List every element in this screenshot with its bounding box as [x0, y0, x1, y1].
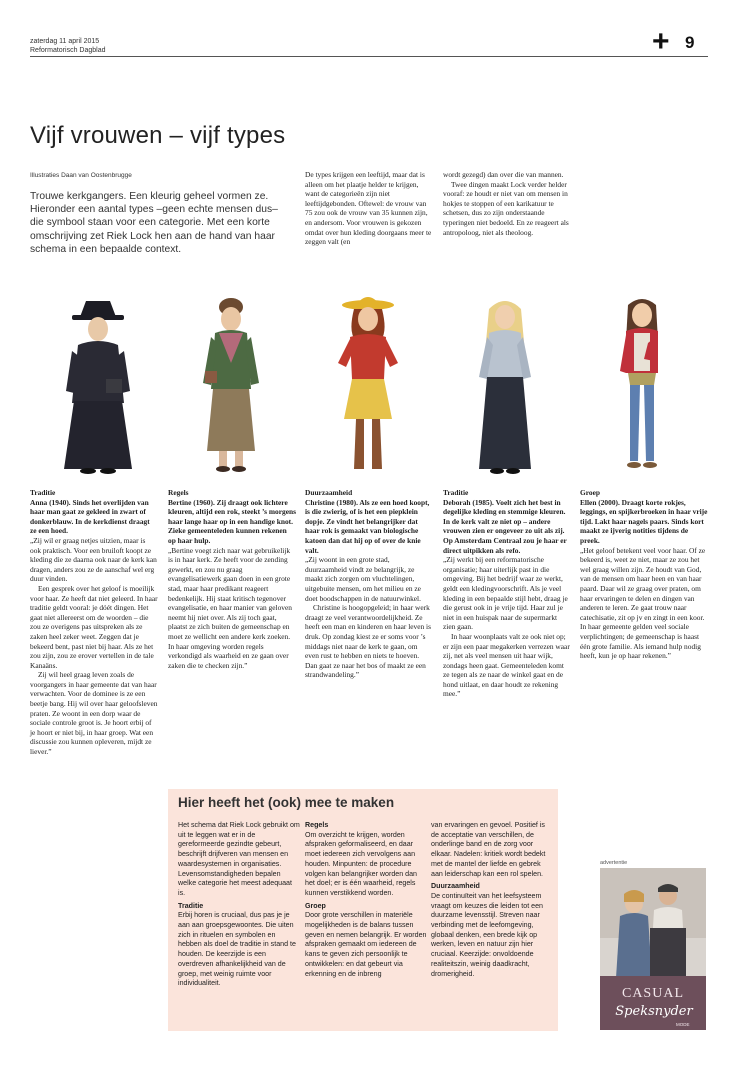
- advert-label: advertentie: [600, 860, 628, 866]
- illustration-deborah: [455, 293, 555, 483]
- advert-brand-sub: MODE: [676, 1022, 690, 1027]
- profile-column: [30, 488, 158, 757]
- profile-paragraph: Een gesprek over het geloof is moeilijk voor haar. Ze heeft dat niet geleerd. In haar traditie geldt vooral: je dóét dingen. Het gaat niet allereerst om de woorden – die zou ze overigens pas uitspreken als ze zaken heel zeker weet. Zeggen dat je bekeerd bent, past niet bij haar. Als ze het zou zijn, zou ze erover vertellen in de tale Kanaäns.: [30, 583, 158, 670]
- advert-headline: CASUAL: [621, 986, 684, 1001]
- sidebar-title: Hier heeft het (ook) mee te maken: [178, 795, 395, 810]
- advertisement[interactable]: [600, 868, 706, 1030]
- profile-category: Traditie: [443, 488, 469, 497]
- sidebar-column: [305, 821, 427, 979]
- illustration-credit: Illustraties Daan van Oostenbrugge: [30, 172, 132, 179]
- article-intro: Trouwe kerkgangers. Een kleurig geheel vormen ze. Hieronder een aantal types –geen echte mensen dus– die symbool staan voor een categorie. Met een korte omschrijving zet Riek Lock hen aan de hand van haar schema in een bepaalde context.: [30, 191, 278, 255]
- profile-paragraph: Zij wil heel graag leven zoals de voorgangers in haar gemeente dat van haar verwachten. Voor de dominee is ze een beetje bang. Hij wil over haar geloofsleven praten. Ze woont in een dorp waar de sociale controle groot is. Je hoort erbij of je hoort er niet bij, in haar groep. Wat een discussie zou kunnen opleveren, mijdt ze liever.”: [30, 670, 158, 757]
- sidebar-heading: Duurzaamheid: [431, 882, 480, 891]
- header-date-block: [30, 37, 105, 55]
- profile-category: Regels: [168, 488, 189, 497]
- profile-paragraph: Christine is hoogopgeleid; in haar werk draagt ze veel verantwoordelijkheid. Ze heeft een man en kinderen en haar leven is druk. Op zondag kiest ze er soms voor ’s middags niet naar de kerk te gaan, om even rust te hebben en niets te hoeven. Dan gaat ze naar het bos of maakt ze een strandwandeling.”: [305, 603, 431, 680]
- page-number: 9: [685, 33, 695, 52]
- sidebar-box: [168, 789, 558, 1031]
- profile-paragraph: „Zij werkt bij een reformatorische organisatie; haar uiterlijk past in die omgeving. Bij het bedrijf waar ze werkt, geldt een kledingvoorschrift. Als je veel kleding in een bepaalde stijl hebt, draag je die gerust ook in je vrije tijd. Haar zul je niet in een huispak naar de supermarkt zien gaan.: [443, 555, 568, 632]
- issue-date: zaterdag 11 april 2015: [30, 38, 100, 45]
- profile-paragraph: In haar woonplaats valt ze ook niet op; er zijn een paar megakerken verrezen waar zij, net als veel mensen uit haar wijk, zondags heen gaat. Gemeenteleden komt ze tegen als ze naar de winkel gaat en de hond uitlaat, en daar houdt ze rekening mee.”: [443, 631, 570, 699]
- article-column-right-p1: wordt gezegd) dan over die van mannen.: [443, 170, 564, 179]
- article-column-right: [443, 170, 571, 237]
- sidebar-paragraph: Het schema dat Riek Lock gebruikt om uit te leggen wat er in de gereformeerde gezindte gebeurt, beschrijft drijfveren van mensen en waardesystemen in organisaties. Levensomstandigheden bepalen welke categorie het meest adequaat is.: [178, 821, 300, 897]
- profile-paragraph: „Zij wil er graag netjes uitzien, maar is ook praktisch. Voor een bruiloft koopt ze kleding die ze daarna ook naar de kerk kan dragen, anders zou ze de aanschaf wel erg duur vinden.: [30, 535, 157, 584]
- illustration-bertine: [181, 293, 281, 483]
- sidebar-paragraph: Door grote verschillen in materiële mogelijkheden is de balans tussen geven en nemen belangrijk. Er worden afspraken gemaakt om iedereen de kans te geven zich persoonlijk te ontwikkelen: en dat gebeurt via erkenning en de inbreng: [305, 911, 427, 978]
- profile-column: [443, 488, 571, 699]
- illustration-anna: [48, 293, 148, 483]
- sidebar-heading: Groep: [305, 901, 326, 910]
- sidebar-paragraph: Om overzicht te krijgen, worden afspraken geformaliseerd, en daar moet iedereen zich vervolgens aan houden. Minpunten: de procedure volgen kan belangrijker worden dan het doel; er is één waarheid, regels kunnen verstikkend worden.: [305, 830, 417, 897]
- article-title: Vijf vrouwen – vijf types: [30, 122, 286, 149]
- sidebar-paragraph: Erbij horen is cruciaal, dus pas je je aan aan groepsgewoontes. Die uiten zich in rituelen en symbolen en hebben als doel de traditie in stand te houden. De keerzijde is een overdreven afhankelijkheid van de groep, met weinig ruimte voor individualiteit.: [178, 911, 296, 988]
- profile-paragraph: „Zij woont in een grote stad, duurzaamheid vindt ze belangrijk, ze maakt zich zorgen om vluchtelingen, uitgebuite mensen, om het milieu en ze doet boodschappen in de natuurwinkel.: [305, 555, 421, 603]
- profile-column: [168, 488, 296, 670]
- plus-section-icon: +: [652, 25, 670, 58]
- illustration-christine: [318, 293, 418, 483]
- profile-lead: Bertine (1960). Zij draagt ook lichtere kleuren, altijd een rok, steekt ’s morgens haar lange haar op in een handige knot. Zieke gemeenteleden kunnen rekenen op haar hulp.: [168, 497, 296, 545]
- profile-category: Duurzaamheid: [305, 488, 353, 497]
- profile-paragraph: „Het geloof betekent veel voor haar. Of ze bekeerd is, weet ze niet, maar ze zou het wel graag willen zijn. Ze houdt van God, van de mensen om haar heen en van haar paard. Daar wil ze graag over praten, om haar ervaringen te delen en dingen van anderen te leren. Ze gaat trouw naar catechisatie, zit op jv en zingt in een koor. In haar gemeente gelden veel sociale verplichtingen; de gemeenschap is haast één grote familie. Als iemand hulp nodig heeft, kun je op haar rekenen.”: [580, 545, 706, 661]
- profile-paragraph: „Bertine voegt zich naar wat gebruikelijk is in haar kerk. Ze heeft voor de zending gewerkt, en zou nu graag evangelisatiewerk gaan doen in een grote stad, maar haar predikant reageert bedenkelijk. Hij staat kritisch tegenover evangelisatie, en haar manier van geloven neemt hij niet over. Als zij toch gaat, plaatst ze zich buiten de gemeenschap en moet ze wellicht een andere kerk zoeken. In haar omgeving worden regels verkondigd als waarheid en ze gaan over zaken die te checken zijn.”: [168, 545, 292, 670]
- sidebar-paragraph: De continuïteit van het leefsysteem vraagt om keuzes die leiden tot een duurzame levensstijl. Streven naar verbinding met de leefomgeving, globaal denken, een brede kijk op werken, leven en natuur zijn hier cruciaal. Keerzijde: onvoldoende realiteitszin, weinig daadkracht, dromerigheid.: [431, 891, 543, 978]
- article-column-middle: De types krijgen een leeftijd, maar dat is alleen om het plaatje helder te krijgen, want de categorieën zijn niet leeftijdgebonden. Oftewel: de vrouw van 75 zou ook de vrouw van 35 kunnen zijn, en andersom. Voor vrouwen is gekozen omdat over hun kleding doorgaans meer te zeggen valt (en: [305, 170, 432, 247]
- profile-lead: Ellen (2000). Draagt korte rokjes, leggings, en spijkerbroeken in haar vrije tijd. Lakt haar nagels paars. Sinds kort maakt ze ijverig notities tijdens de preek.: [580, 497, 708, 545]
- profile-category: Groep: [580, 488, 600, 497]
- sidebar-heading: Traditie: [178, 901, 204, 910]
- article-column-right-p2: Twee dingen maakt Lock verder helder vooraf: ze houdt er niet van om mensen in hokjes te stoppen of een karikatuur te schetsen, dus zo zijn onderstaande typeringen niet bedoeld. En ze reageert als antropoloog, niet als theoloog.: [443, 179, 569, 237]
- sidebar-heading: Regels: [305, 821, 329, 829]
- sidebar-column: [431, 821, 553, 979]
- header-rule: [30, 56, 708, 57]
- advert-brand: Speksnyder: [615, 1004, 693, 1019]
- profile-lead: Christine (1980). Als ze een hoed koopt, is die zwierig, of is het een piepklein dopje. Ze vindt het belangrijker dat haar rok is gemaakt van biologische katoen dan dat hij op of over de knie valt.: [305, 497, 430, 555]
- profile-category: Traditie: [30, 488, 56, 497]
- profile-column: [580, 488, 708, 661]
- profile-lead: Deborah (1985). Voelt zich het best in degelijke kleding en stemmige kleuren. In de kerk valt ze niet op – andere vrouwen zien er ongeveer zo uit als zij. Op Amsterdam Centraal zou je haar er direct uitpikken als refo.: [443, 497, 567, 555]
- sidebar-paragraph: van ervaringen en gevoel. Positief is de acceptatie van verschillen, de onderlinge band en de zorg voor elkaar. Nadelen: kritiek wordt bedekt met de mantel der liefde en gebrek aan leiderschap kan een rol spelen.: [431, 821, 546, 878]
- illustration-ellen: [592, 293, 692, 483]
- profile-column: [305, 488, 433, 680]
- newspaper-name: Reformatorisch Dagblad: [30, 47, 106, 54]
- profile-lead: Anna (1940). Sinds het overlijden van haar man gaat ze gekleed in zwart of donkerblauw. In de kerkdienst draagt ze een hoed.: [30, 497, 150, 536]
- sidebar-column: [178, 821, 300, 989]
